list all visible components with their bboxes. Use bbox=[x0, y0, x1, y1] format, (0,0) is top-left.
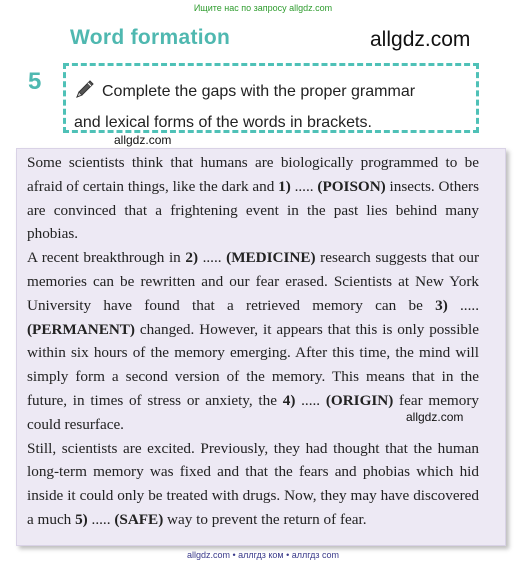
watermark-small-2: allgdz.com bbox=[406, 410, 464, 424]
paragraph-2 bbox=[27, 246, 479, 436]
exercise-number: 5 bbox=[28, 68, 42, 95]
text-segment: changed. However, it appears that this is only possible within six hours of the memory emerging. After this time, the mind will simply form a second version of the memory. This means that in the future, in times of stress or anxiety, the bbox=[27, 320, 479, 409]
text-segment: fear memory could resurface. bbox=[27, 391, 479, 433]
passage bbox=[27, 151, 479, 532]
text-segment: A recent breakthrough in bbox=[27, 249, 186, 267]
text-segment: Still, scientists are excited. Previously, they had thought that the human long-term memory was fixed and that the fears and phobias which hid inside it could only be treated with drugs. Now, they may have discovered a much bbox=[27, 439, 479, 528]
text-segment: ..... bbox=[198, 249, 227, 267]
gap-number: 2) bbox=[185, 249, 198, 267]
text-segment: ..... bbox=[295, 391, 326, 409]
text-segment: ..... bbox=[87, 510, 115, 528]
word-prompt: (ORIGIN) bbox=[325, 391, 394, 409]
paragraph-1 bbox=[27, 151, 479, 246]
text-segment: way to prevent the return of fear. bbox=[163, 510, 367, 528]
paragraph-3 bbox=[27, 437, 479, 532]
word-prompt: (MEDICINE) bbox=[226, 249, 316, 267]
pen-icon bbox=[74, 78, 96, 109]
gap-number: 4) bbox=[282, 391, 296, 409]
word-prompt: (SAFE) bbox=[114, 510, 164, 528]
text-segment: research suggests that our memories can be rewritten and our fear erased. Scientists at New York University have found that a retrieved memory can be bbox=[27, 249, 479, 314]
gap-number: 5) bbox=[75, 510, 88, 528]
task-instruction bbox=[74, 78, 474, 136]
text-segment: insects. Others are convinced that a frightening event in the past lies behind many phobias. bbox=[27, 177, 479, 243]
gap-number: 1) bbox=[278, 177, 291, 195]
instruction-line-2: and lexical forms of the words in brackets. bbox=[74, 114, 372, 131]
word-prompt: (POISON) bbox=[317, 177, 386, 195]
top-banner: Ищите нас по запросу allgdz.com bbox=[193, 3, 333, 13]
text-segment: Some scientists think that humans are biologically programmed to be afraid of certain things, like the dark and bbox=[27, 154, 479, 195]
text-segment: ..... bbox=[290, 177, 318, 195]
word-prompt: (PERMANENT) bbox=[27, 320, 135, 338]
watermark-main: allgdz.com bbox=[370, 28, 471, 51]
instruction-line-1: Complete the gaps with the proper grammar bbox=[102, 83, 416, 100]
watermark-small-1: allgdz.com bbox=[114, 133, 172, 147]
gap-number: 3) bbox=[435, 296, 448, 314]
text-segment: ..... bbox=[447, 296, 479, 314]
bottom-banner: allgdz.com • аллгдз ком • аллгдз com bbox=[186, 550, 340, 560]
section-title: Word formation bbox=[70, 26, 231, 49]
